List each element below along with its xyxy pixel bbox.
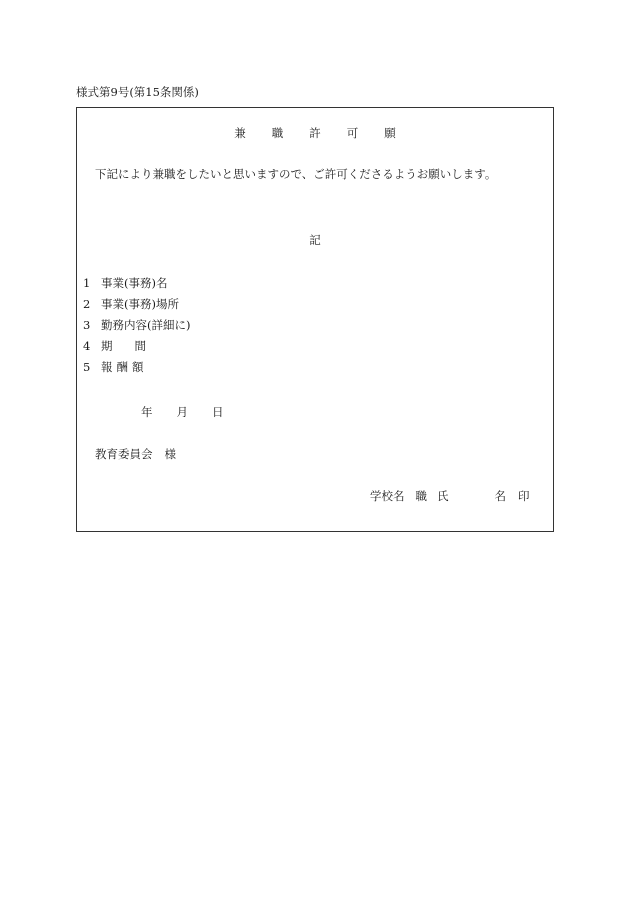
- application-form-box: [76, 107, 554, 532]
- list-item: [83, 315, 190, 336]
- item-number: 4: [83, 339, 91, 353]
- item-label-char: 酬: [116, 360, 128, 374]
- form-title: [77, 125, 553, 141]
- item-label: 勤務内容(詳細に): [101, 318, 191, 332]
- date-year: 年: [141, 405, 153, 419]
- applicant-name-label-second: 名: [494, 489, 506, 503]
- form-number: 様式第9号(第15条関係): [76, 85, 199, 99]
- applicant-position-label: 職: [415, 489, 427, 503]
- item-label: 事業(事務)名: [101, 276, 168, 290]
- ki-heading: 記: [309, 233, 321, 247]
- item-label: [101, 360, 144, 374]
- date-line: [141, 404, 224, 420]
- addressee-name: 教育委員会: [95, 447, 153, 461]
- list-item: [83, 294, 190, 315]
- addressee-honorific: 様: [164, 447, 176, 461]
- item-list: [83, 273, 190, 378]
- date-month: 月: [176, 405, 188, 419]
- date-day: 日: [212, 405, 224, 419]
- item-number: 2: [83, 297, 91, 311]
- applicant-signature-line: [370, 488, 530, 504]
- item-label: [101, 339, 146, 353]
- item-number: 1: [83, 276, 91, 290]
- item-label: 事業(事務)場所: [101, 297, 179, 311]
- seal-mark: 印: [518, 489, 530, 503]
- title-char: 可: [346, 126, 359, 140]
- title-char: 職: [271, 126, 284, 140]
- item-label-char: 間: [134, 339, 146, 353]
- title-char: 願: [384, 126, 396, 140]
- applicant-name-label-first: 氏: [437, 489, 449, 503]
- item-number: 3: [83, 318, 91, 332]
- item-label-char: 報: [101, 360, 113, 374]
- item-number: 5: [83, 360, 91, 374]
- title-char: 兼: [234, 126, 246, 140]
- list-item: [83, 357, 190, 378]
- request-text: 下記により兼職をしたいと思いますので、ご許可くださるようお願いします。: [95, 167, 497, 181]
- title-char: 許: [309, 126, 321, 140]
- item-label-char: 額: [132, 360, 144, 374]
- list-item: [83, 336, 190, 357]
- list-item: [83, 273, 190, 294]
- item-label-char: 期: [101, 339, 113, 353]
- addressee: [95, 446, 176, 462]
- applicant-school-label: 学校名: [370, 489, 405, 503]
